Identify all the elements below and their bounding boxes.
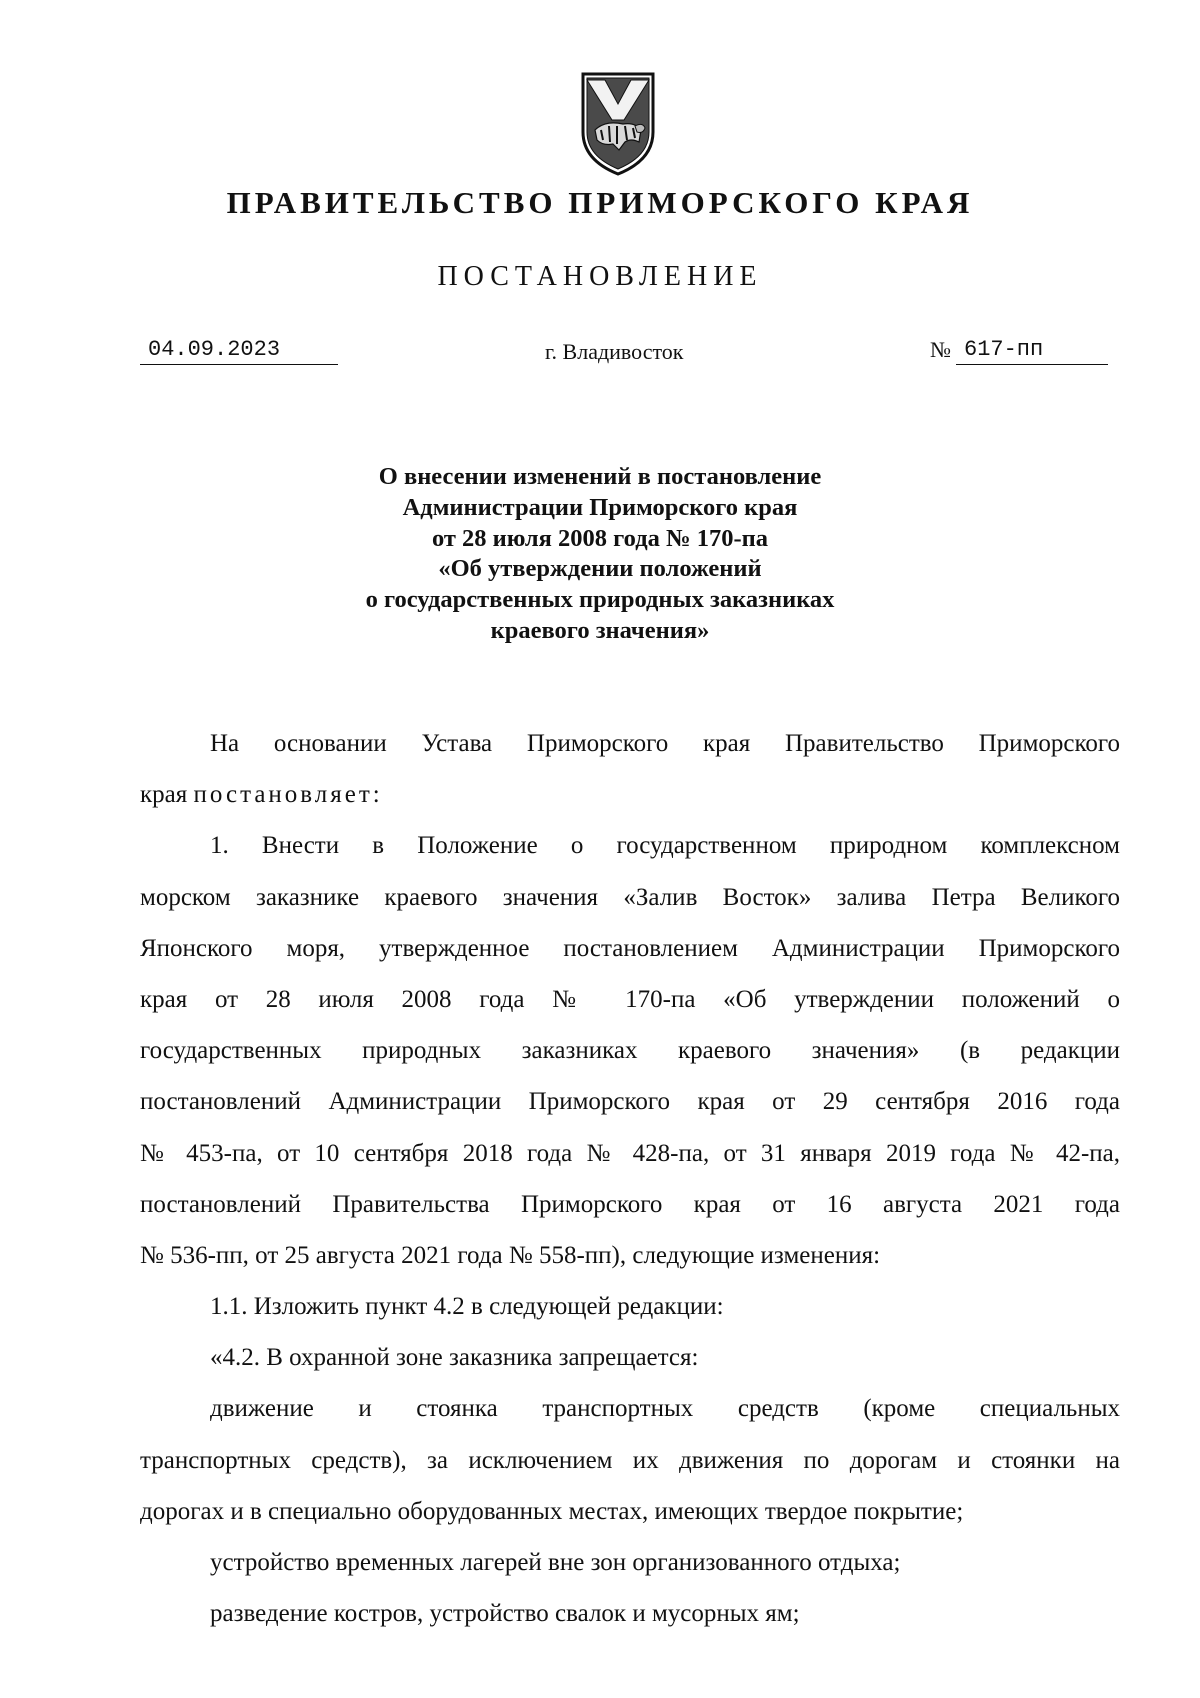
body-line: «4.2. В охранной зоне заказника запрещается:: [210, 1344, 699, 1372]
body-line: постановлений Администрации Приморского края от 29 сентября 2016 года: [140, 1088, 1120, 1116]
body-line: На основании Устава Приморского края Правительство Приморского: [210, 730, 1120, 757]
document-type: ПОСТАНОВЛЕНИЕ: [437, 261, 763, 292]
body-line: края от 28 июля 2008 года № 170-па «Об утверждении положений о: [140, 985, 1120, 1013]
document-date: 04.09.2023: [140, 337, 338, 365]
body-line: морском заказнике краевого значения «Залив Восток» залива Петра Великого: [140, 883, 1120, 911]
coat-of-arms-icon: [575, 70, 661, 178]
subject-line: от 28 июля 2008 года № 170-па: [431, 524, 769, 552]
body-line: транспортных средств), за исключением их движения по дорогам и стоянки на: [140, 1446, 1120, 1474]
body-line: дорогах и в специально оборудованных местах, имеющих твердое покрытие;: [140, 1497, 964, 1525]
body-line: движение и стоянка транспортных средств (кроме специальных: [210, 1395, 1120, 1423]
subject-line: Администрации Приморского края: [402, 493, 798, 521]
government-title: ПРАВИТЕЛЬСТВО ПРИМОРСКОГО КРАЯ: [226, 185, 974, 220]
document-city: г. Владивосток: [545, 339, 684, 364]
body-line: [140, 769, 1120, 820]
body-line: постановлений Правительства Приморского края от 16 августа 2021 года: [140, 1190, 1120, 1218]
body-line: устройство временных лагерей вне зон организованного отдыха;: [210, 1549, 901, 1576]
body-line: № 536-пп, от 25 августа 2021 года № 558-пп), следующие изменения:: [140, 1241, 881, 1269]
subject-line: о государственных природных заказниках: [365, 586, 835, 614]
subject-line: О внесении изменений в постановление: [378, 463, 822, 490]
body-line: 1.1. Изложить пункт 4.2 в следующей редакции:: [210, 1293, 724, 1321]
body-line: государственных природных заказниках краевого значения» (в редакции: [140, 1037, 1120, 1065]
body-line: Японского моря, утвержденное постановлением Администрации Приморского: [140, 934, 1120, 962]
body-line: 1. Внести в Положение о государственном природном комплексном: [210, 832, 1120, 860]
document-number-label: №: [930, 337, 951, 362]
body-text-spaced: постановляет:: [193, 781, 383, 809]
subject-line: «Об утверждении положений: [438, 555, 762, 583]
document-subject: [0, 462, 1200, 647]
document-number: 617-пп: [956, 337, 1108, 365]
body-text: края: [140, 781, 194, 809]
document-body: [140, 718, 1120, 1639]
body-line: разведение костров, устройство свалок и мусорных ям;: [210, 1600, 800, 1628]
subject-line: краевого значения»: [490, 616, 710, 644]
body-line: № 453-па, от 10 сентября 2018 года № 428-па, от 31 января 2019 года № 42-па,: [140, 1139, 1120, 1167]
